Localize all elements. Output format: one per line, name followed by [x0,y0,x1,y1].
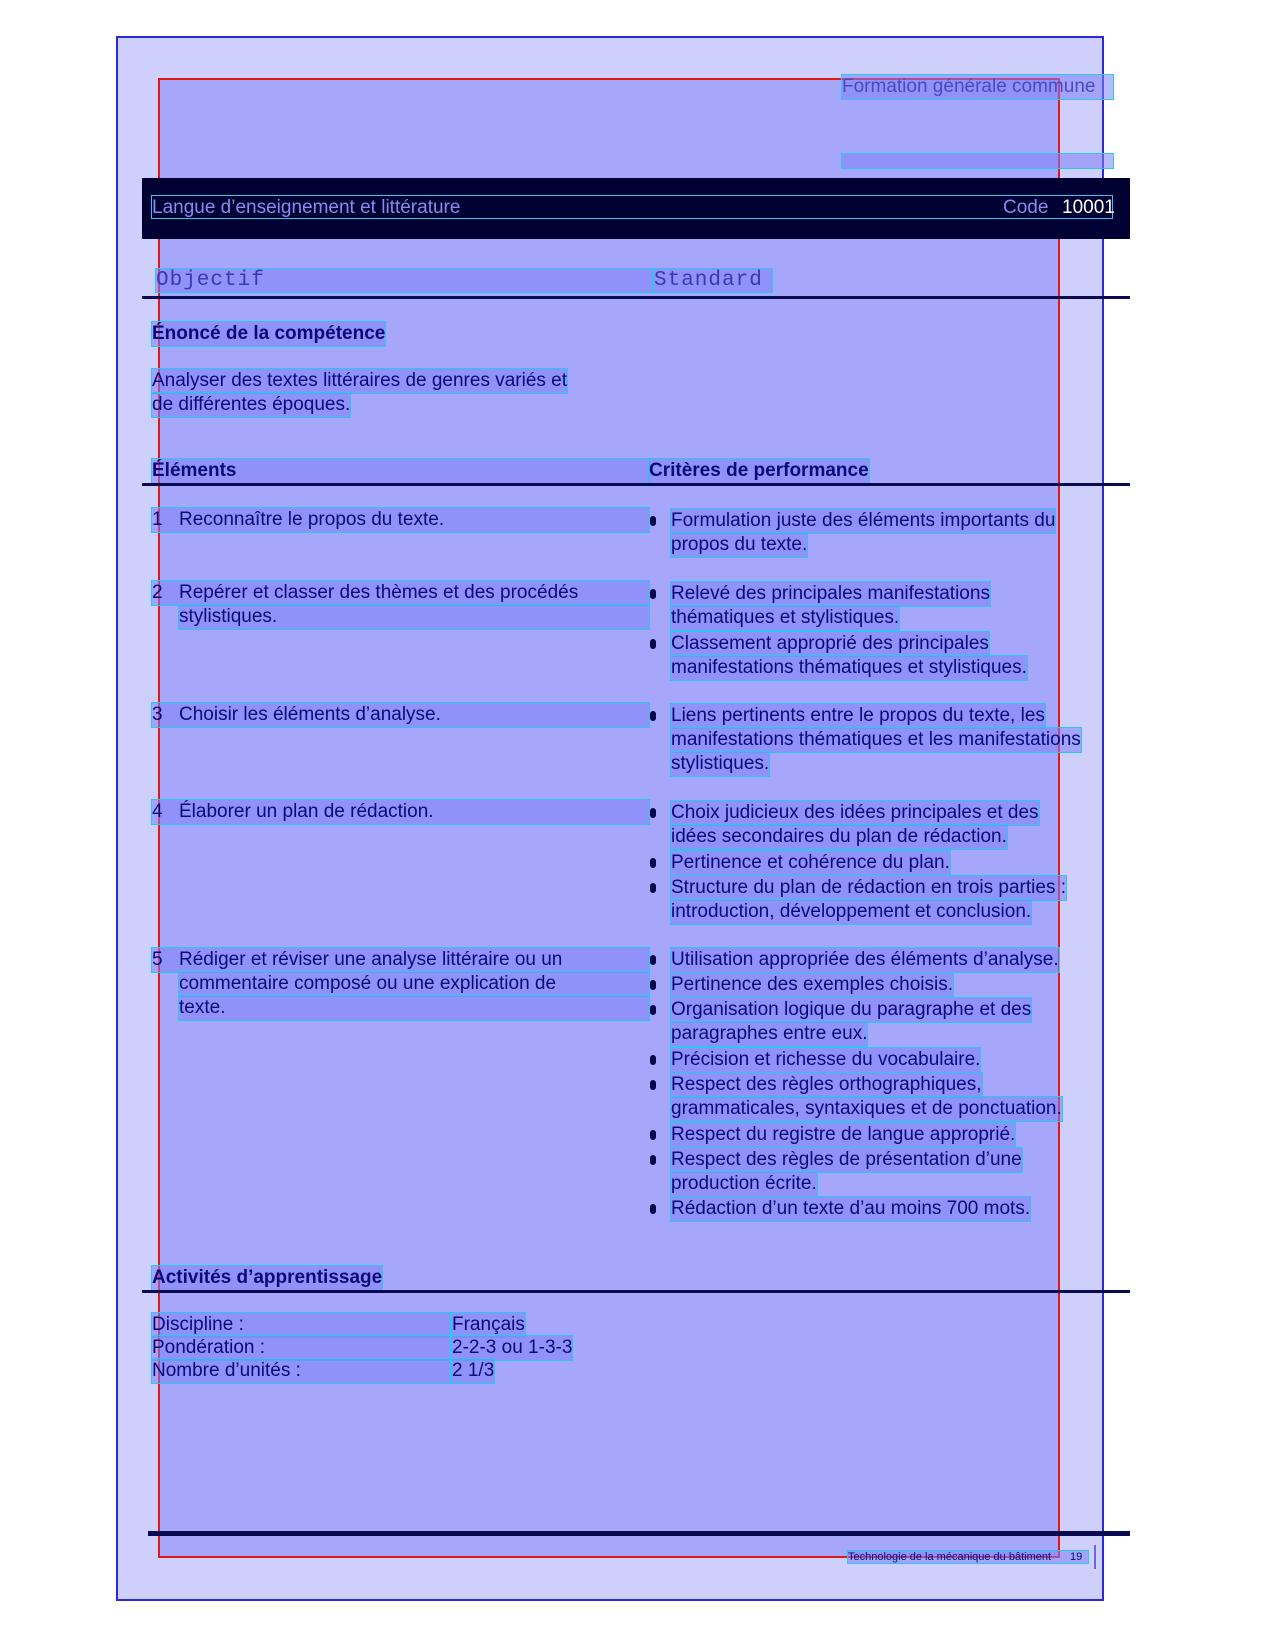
decorative-bar [842,154,1113,168]
criterion-line: thématiques et stylistiques. [671,607,900,628]
column-objectif: Objectif [156,269,652,292]
element-number: 1 [152,509,163,530]
element-number: 3 [152,704,163,725]
element-text: Reconnaître le propos du texte. [179,509,445,530]
element-number: 5 [152,949,163,970]
course-code-label: Code [1003,197,1049,218]
bullet-icon [650,516,656,526]
criterion-line: Organisation logique du paragraphe et des [671,999,1032,1020]
criterion-line: Pertinence des exemples choisis. [671,974,953,995]
criterion-line: introduction, développement et conclusion. [671,901,1032,922]
bullet-icon [650,589,656,599]
footer-mark [1094,1545,1096,1569]
criterion-line: propos du texte. [671,534,808,555]
footer-text [848,1551,1088,1563]
element-row [152,703,649,727]
element-number: 2 [152,582,163,603]
activity-label: Discipline : [152,1313,450,1337]
bullet-icon [650,1204,656,1214]
criterion-line: manifestations thématiques et les manifestations [671,729,1081,750]
activity-value: Français [452,1314,525,1335]
course-title: Langue d’enseignement et littérature [152,197,461,218]
activity-label: Nombre d’unités : [152,1359,450,1383]
element-text: Repérer et classer des thèmes et des procédés [179,582,579,603]
bullet-icon [650,639,656,649]
element-number: 4 [152,801,163,822]
bullet-icon [650,1155,656,1165]
bullet-icon [650,858,656,868]
criterion-line: Précision et richesse du vocabulaire. [671,1049,981,1070]
criterion-line: idées secondaires du plan de rédaction. [671,826,1007,847]
criterion-line: Relevé des principales manifestations [671,583,990,604]
competence-line: de différentes époques. [152,394,351,415]
bullet-icon [650,808,656,818]
competence-line: Analyser des textes littéraires de genres variés et [152,370,568,391]
column-standard: Standard [654,269,772,292]
element-text: stylistiques. [179,605,649,629]
divider-top [142,296,1130,299]
element-text: Rédiger et réviser une analyse littéraire ou un [179,949,563,970]
bullet-icon [650,1005,656,1015]
criterion-line: Choix judicieux des idées principales et des [671,802,1039,823]
course-code-value: 10001 [1062,197,1115,218]
activities-heading: Activités d’apprentissage [152,1267,383,1288]
element-text: Choisir les éléments d’analyse. [179,704,441,725]
divider-elements [142,483,1130,486]
element-row [152,800,649,824]
program-title: Formation générale commune [842,75,1113,99]
criterion-line: production écrite. [671,1173,817,1194]
element-row [152,508,649,532]
criterion-line: Formulation juste des éléments importants du [671,510,1056,531]
criterion-line: Structure du plan de rédaction en trois parties : [671,877,1067,898]
element-row [152,948,649,972]
bullet-icon [650,955,656,965]
bullet-icon [650,883,656,893]
elements-heading: Éléments [152,459,649,483]
footer-rule [148,1531,1130,1536]
element-text: commentaire composé ou une explication de [179,972,649,996]
element-row [152,581,649,605]
criterion-line: Respect du registre de langue approprié. [671,1124,1016,1145]
bullet-icon [650,1130,656,1140]
bullet-icon [650,1080,656,1090]
criterion-line: Rédaction d’un texte d’au moins 700 mots. [671,1198,1031,1219]
criterion-line: manifestations thématiques et stylistiques. [671,657,1027,678]
criterion-line: paragraphes entre eux. [671,1023,868,1044]
criterion-line: Respect des règles orthographiques, [671,1074,982,1095]
competence-heading: Énoncé de la compétence [152,323,386,344]
criterion-line: Utilisation appropriée des éléments d’analyse. [671,949,1059,970]
bullet-icon [650,980,656,990]
activity-label: Pondération : [152,1336,450,1360]
element-text: texte. [179,996,649,1020]
criterion-line: stylistiques. [671,753,770,774]
divider-activities [142,1290,1130,1293]
criteria-heading: Critères de performance [649,460,869,481]
criterion-line: Classement approprié des principales [671,633,989,654]
criterion-line: grammaticales, syntaxiques et de ponctuation. [671,1098,1062,1119]
footer-program: Technologie de la mécanique du bâtiment [848,1551,1052,1563]
criterion-line: Respect des règles de présentation d’une [671,1149,1022,1170]
page-number: 19 [1070,1551,1083,1563]
activity-value: 2-2-3 ou 1-3-3 [452,1337,573,1358]
bullet-icon [650,1055,656,1065]
activity-value: 2 1/3 [452,1360,495,1381]
criterion-line: Liens pertinents entre le propos du texte, les [671,705,1045,726]
criterion-line: Pertinence et cohérence du plan. [671,852,950,873]
bullet-icon [650,711,656,721]
element-text: Élaborer un plan de rédaction. [179,801,434,822]
